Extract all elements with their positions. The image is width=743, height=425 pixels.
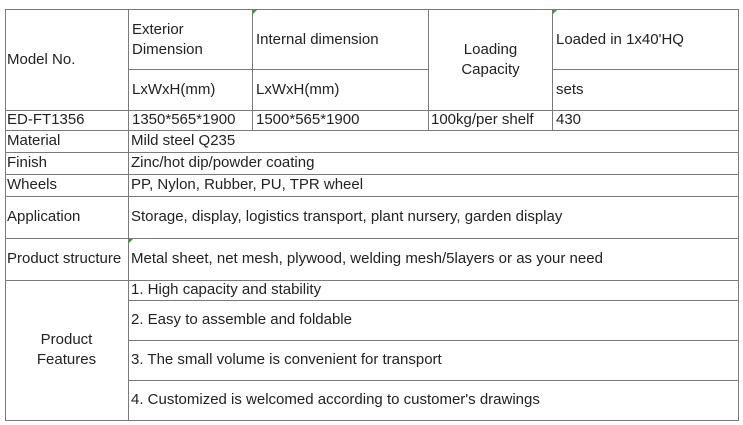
loading-capacity-value: 100kg/per shelf [431,111,534,128]
cell-comment-marker [129,239,133,243]
table-border-top [5,9,738,10]
header-exterior-dimension-line2: Dimension [132,41,203,58]
table-border-right [738,9,739,421]
row-divider [5,130,738,131]
row-label-wheels: Wheels [7,176,58,193]
header-loading-capacity-line2: Capacity [461,61,520,78]
table-border-bottom [5,420,738,421]
row-value-material: Mild steel Q235 [131,132,236,149]
cell-comment-marker [253,10,257,14]
header-internal-unit: LxWxH(mm) [256,81,340,98]
internal-dimension-value: 1500*565*1900 [256,111,360,128]
feature-item: 4. Customized is welcomed according to customer's drawings [131,391,540,408]
column-divider [128,9,129,421]
cell-comment-marker [553,10,557,14]
row-divider [5,110,738,111]
row-divider [5,238,738,239]
row-label-material: Material [7,132,61,149]
row-divider [5,174,738,175]
row-label-application: Application [7,208,81,225]
column-divider [252,9,253,131]
header-model-no: Model No. [7,51,76,68]
row-divider [5,280,738,281]
row-divider [5,152,738,153]
loaded-quantity-value: 430 [556,111,582,128]
features-label-line2: Features [36,351,97,368]
row-divider [5,196,738,197]
feature-divider [128,300,738,301]
header-exterior-unit: LxWxH(mm) [132,81,216,98]
row-value-product-structure: Metal sheet, net mesh, plywood, welding mesh/5layers or as your need [131,250,603,267]
feature-item: 3. The small volume is convenient for transport [131,351,442,368]
row-label-finish: Finish [7,154,48,171]
row-value-application: Storage, display, logistics transport, plant nursery, garden display [131,208,563,225]
header-loaded-unit: sets [556,81,584,98]
row-value-finish: Zinc/hot dip/powder coating [131,154,315,171]
features-label-line1: Product [40,331,93,348]
header-loaded-in: Loaded in 1x40'HQ [556,31,684,48]
header-loading-capacity-line1: Loading [463,41,518,58]
feature-item: 2. Easy to assemble and foldable [131,311,352,328]
row-value-wheels: PP, Nylon, Rubber, PU, TPR wheel [131,176,364,193]
column-divider [552,9,553,131]
feature-divider [128,340,738,341]
exterior-dimension-value: 1350*565*1900 [132,111,236,128]
model-number: ED-FT1356 [7,111,85,128]
feature-item: 1. High capacity and stability [131,281,322,298]
header-internal-dimension: Internal dimension [256,31,379,48]
feature-divider [128,380,738,381]
header-exterior-dimension-line1: Exterior [132,21,184,38]
header-divider [128,69,428,70]
header-divider-right [552,69,738,70]
row-label-product-structure: Product structure [7,250,122,267]
